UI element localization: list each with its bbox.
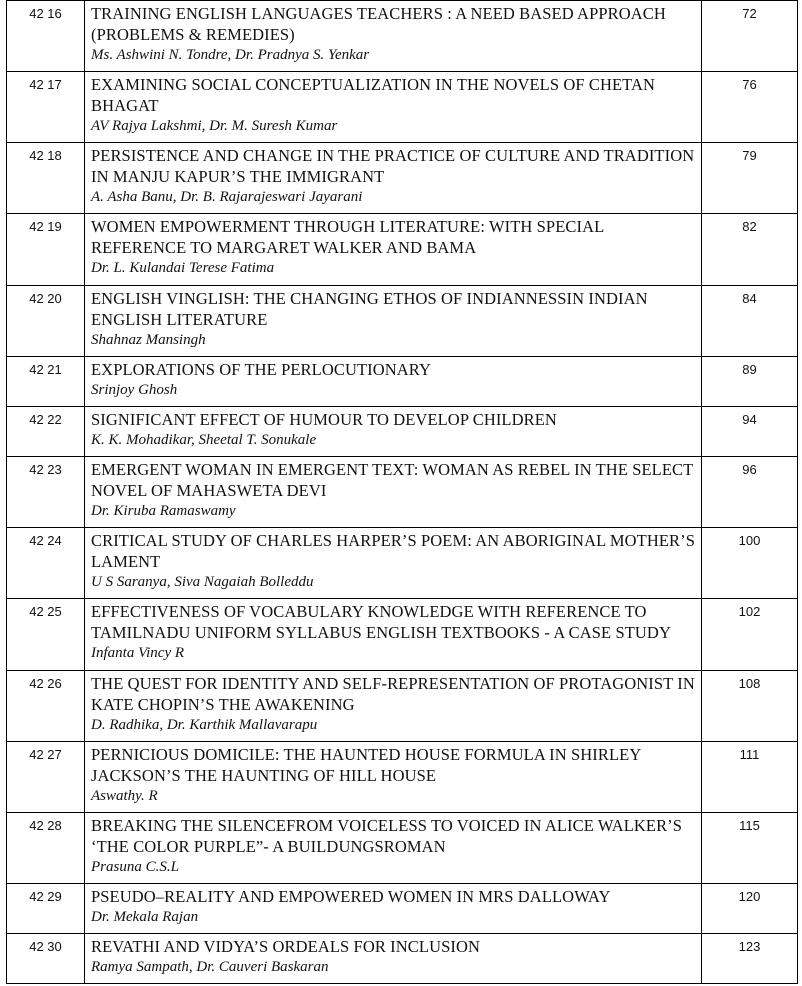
table-row (7, 884, 798, 934)
entry-cell (85, 934, 702, 984)
entry-authors: Prasuna C.S.L (91, 859, 179, 875)
table-row (7, 214, 798, 286)
entry-authors: Dr. Kiruba Ramaswamy (91, 503, 236, 519)
table-row (7, 528, 798, 599)
entry-number: 42 19 (7, 214, 85, 286)
table-row (7, 457, 798, 528)
entry-authors: Ramya Sampath, Dr. Cauveri Baskaran (91, 959, 329, 975)
table-row (7, 286, 798, 357)
table-row (7, 72, 798, 143)
entry-page: 102 (702, 599, 798, 671)
entry-title: EXAMINING SOCIAL CONCEPTUALIZATION IN THE NOVELS OF CHETAN BHAGAT (91, 75, 656, 115)
entry-authors: A. Asha Banu, Dr. B. Rajarajeswari Jayarani (91, 189, 363, 205)
entry-page: 84 (702, 286, 798, 357)
entry-number: 42 21 (7, 357, 85, 407)
entry-title: PERSISTENCE AND CHANGE IN THE PRACTICE OF CULTURE AND TRADITION IN MANJU KAPUR’S THE IMMIGRANT (91, 146, 695, 186)
table-row (7, 599, 798, 671)
entry-number: 42 18 (7, 143, 85, 214)
entry-title: PSEUDO–REALITY AND EMPOWERED WOMEN IN MRS DALLOWAY (91, 887, 611, 906)
entry-authors: Infanta Vincy R (91, 645, 185, 661)
entry-number: 42 20 (7, 286, 85, 357)
entry-number: 42 27 (7, 742, 85, 813)
entry-page: 123 (702, 934, 798, 984)
entry-cell (85, 599, 702, 671)
table-row (7, 742, 798, 813)
entry-authors: Shahnaz Mansingh (91, 332, 206, 348)
entry-title: WOMEN EMPOWERMENT THROUGH LITERATURE: WITH SPECIAL REFERENCE TO MARGARET WALKER AND BAMA (91, 217, 604, 257)
entry-cell (85, 528, 702, 599)
entry-number: 42 17 (7, 72, 85, 143)
entry-page: 82 (702, 214, 798, 286)
entry-cell (85, 813, 702, 884)
entry-cell (85, 286, 702, 357)
entry-number: 42 23 (7, 457, 85, 528)
entry-authors: AV Rajya Lakshmi, Dr. M. Suresh Kumar (91, 118, 338, 134)
entry-title: ENGLISH VINGLISH: THE CHANGING ETHOS OF INDIANNESSIN INDIAN ENGLISH LITERATURE (91, 289, 648, 329)
entry-title: EFFECTIVENESS OF VOCABULARY KNOWLEDGE WITH REFERENCE TO TAMILNADU UNIFORM SYLLABUS ENGLISH TEXTBOOKS - A CASE STUDY (91, 602, 671, 642)
entry-title: REVATHI AND VIDYA’S ORDEALS FOR INCLUSION (91, 937, 480, 956)
entry-number: 42 26 (7, 671, 85, 742)
entry-page: 115 (702, 813, 798, 884)
entry-page: 111 (702, 742, 798, 813)
entry-cell (85, 357, 702, 407)
entry-number: 42 22 (7, 407, 85, 457)
entry-page: 72 (702, 1, 798, 72)
entry-authors: K. K. Mohadikar, Sheetal T. Sonukale (91, 432, 317, 448)
entry-page: 79 (702, 143, 798, 214)
entry-authors: Aswathy. R (91, 788, 158, 804)
table-row (7, 1, 798, 72)
entry-title: BREAKING THE SILENCEFROM VOICELESS TO VOICED IN ALICE WALKER’S ‘THE COLOR PURPLE”- A BUILDUNGSROMAN (91, 816, 683, 856)
entry-number: 42 16 (7, 1, 85, 72)
entry-page: 108 (702, 671, 798, 742)
entry-cell (85, 407, 702, 457)
entry-title: SIGNIFICANT EFFECT OF HUMOUR TO DEVELOP CHILDREN (91, 410, 557, 429)
entry-cell (85, 457, 702, 528)
entry-number: 42 28 (7, 813, 85, 884)
entry-title: EXPLORATIONS OF THE PERLOCUTIONARY (91, 360, 431, 379)
entry-cell (85, 143, 702, 214)
entry-authors: U S Saranya, Siva Nagaiah Bolleddu (91, 574, 314, 590)
entry-authors: Ms. Ashwini N. Tondre, Dr. Pradnya S. Yenkar (91, 47, 370, 63)
entry-authors: Srinjoy Ghosh (91, 382, 178, 398)
entry-cell (85, 1, 702, 72)
entry-number: 42 24 (7, 528, 85, 599)
entry-cell (85, 214, 702, 286)
table-row (7, 934, 798, 984)
entry-title: THE QUEST FOR IDENTITY AND SELF-REPRESENTATION OF PROTAGONIST IN KATE CHOPIN’S THE AWAKENING (91, 674, 695, 714)
entry-title: PERNICIOUS DOMICILE: THE HAUNTED HOUSE FORMULA IN SHIRLEY JACKSON’S THE HAUNTING OF HILL HOUSE (91, 745, 641, 785)
entry-number: 42 25 (7, 599, 85, 671)
entry-title: EMERGENT WOMAN IN EMERGENT TEXT: WOMAN AS REBEL IN THE SELECT NOVEL OF MAHASWETA DEVI (91, 460, 694, 500)
entry-page: 89 (702, 357, 798, 407)
table-row (7, 357, 798, 407)
toc-body (7, 1, 798, 984)
entry-page: 76 (702, 72, 798, 143)
entry-cell (85, 671, 702, 742)
entry-number: 42 30 (7, 934, 85, 984)
entry-title: TRAINING ENGLISH LANGUAGES TEACHERS : A NEED BASED APPROACH (PROBLEMS & REMEDIES) (91, 4, 666, 44)
entry-page: 120 (702, 884, 798, 934)
entry-cell (85, 742, 702, 813)
table-row (7, 813, 798, 884)
entry-authors: D. Radhika, Dr. Karthik Mallavarapu (91, 717, 318, 733)
table-row (7, 407, 798, 457)
entry-page: 96 (702, 457, 798, 528)
entry-cell (85, 884, 702, 934)
entry-page: 100 (702, 528, 798, 599)
entry-page: 94 (702, 407, 798, 457)
entry-number: 42 29 (7, 884, 85, 934)
entry-title: CRITICAL STUDY OF CHARLES HARPER’S POEM: AN ABORIGINAL MOTHER’S LAMENT (91, 531, 696, 571)
table-of-contents (6, 0, 798, 984)
table-row (7, 671, 798, 742)
table-row (7, 143, 798, 214)
entry-authors: Dr. Mekala Rajan (91, 909, 199, 925)
entry-authors: Dr. L. Kulandai Terese Fatima (91, 260, 275, 276)
entry-cell (85, 72, 702, 143)
